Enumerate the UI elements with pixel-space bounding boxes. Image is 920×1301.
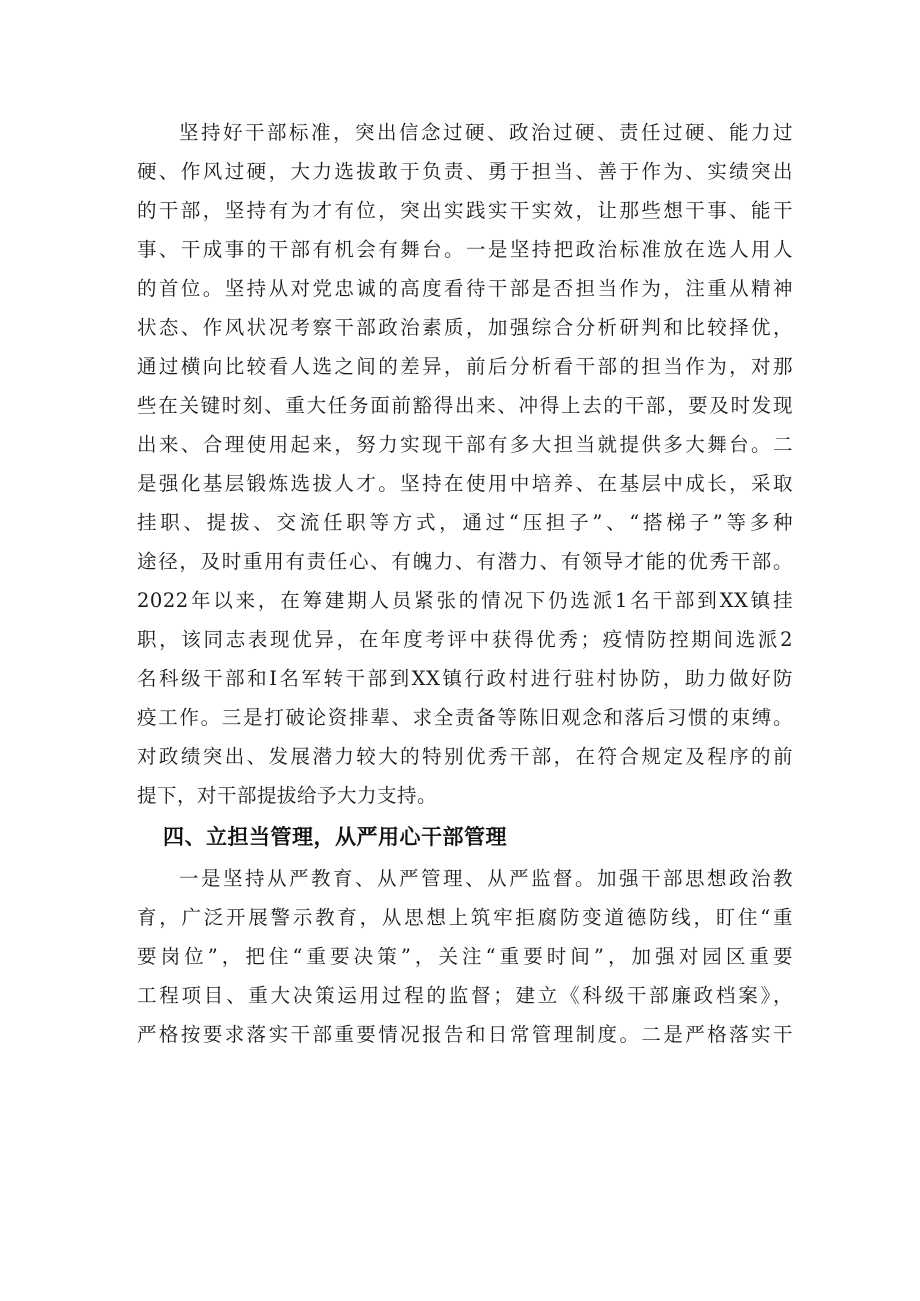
text-line: 的干部，坚持有为才有位，突出实践实干实效，让那些想干事、能干 xyxy=(137,199,793,222)
text-line: 通过横向比较看人选之间的差异，前后分析看干部的担当作为，对那 xyxy=(137,355,793,378)
text-line: 职，该同志表现优异，在年度考评中获得优秀；疫情防控期间选派2 xyxy=(137,628,793,651)
text-line: 是强化基层锻炼选拔人才。坚持在使用中培养、在基层中成长，采取 xyxy=(137,472,793,495)
text-line: 挂职、提拔、交流任职等方式，通过“压担子”、“搭梯子”等多种 xyxy=(137,511,793,534)
text-line: 的首位。坚持从对党忠诚的高度看待干部是否担当作为，注重从精神 xyxy=(137,277,793,300)
section-heading: 四、立担当管理，从严用心干部管理 xyxy=(163,825,507,849)
paragraph-strict-management xyxy=(137,859,793,1054)
text-line: 工程项目、重大决策运用过程的监督；建立《科级干部廉政档案》， xyxy=(137,984,793,1007)
text-line: 一是坚持从严教育、从严管理、从严监督。加强干部思想政治教 xyxy=(179,867,793,890)
text-line: 硬、作风过硬，大力选拔敢于负责、勇于担当、善于作为、实绩突出 xyxy=(137,160,793,183)
text-line: 些在关键时刻、重大任务面前豁得出来、冲得上去的干部，要及时发现 xyxy=(137,394,793,417)
text-line: 2022年以来，在筹建期人员紧张的情况下仍选派1名干部到XX镇挂 xyxy=(137,589,793,612)
text-line: 途径，及时重用有责任心、有魄力、有潜力、有领导才能的优秀干部。 xyxy=(137,550,793,573)
text-line: 育，广泛开展警示教育，从思想上筑牢拒腐防变道德防线，盯住“重 xyxy=(137,906,793,929)
text-line: 提下，对干部提拔给予大力支持。 xyxy=(137,784,438,807)
text-line: 出来、合理使用起来，努力实现干部有多大担当就提供多大舞台。二 xyxy=(137,433,793,456)
paragraph-cadre-selection xyxy=(137,113,793,815)
text-line: 坚持好干部标准，突出信念过硬、政治过硬、责任过硬、能力过 xyxy=(179,121,793,144)
text-line: 名科级干部和I名军转干部到XX镇行政村进行驻村协防，助力做好防 xyxy=(137,667,793,690)
text-line: 严格按要求落实干部重要情况报告和日常管理制度。二是严格落实干 xyxy=(137,1023,793,1046)
text-line: 要岗位”，把住“重要决策”，关注“重要时间”，加强对园区重要 xyxy=(137,945,793,968)
document-body xyxy=(137,113,793,1054)
text-line: 状态、作风状况考察干部政治素质，加强综合分析研判和比较择优， xyxy=(137,316,793,339)
text-line: 事、干成事的干部有机会有舞台。一是坚持把政治标准放在选人用人 xyxy=(137,238,793,261)
text-line: 对政绩突出、发展潜力较大的特别优秀干部，在符合规定及程序的前 xyxy=(137,745,793,768)
text-line: 疫工作。三是打破论资排辈、求全责备等陈旧观念和落后习惯的束缚。 xyxy=(137,706,793,729)
